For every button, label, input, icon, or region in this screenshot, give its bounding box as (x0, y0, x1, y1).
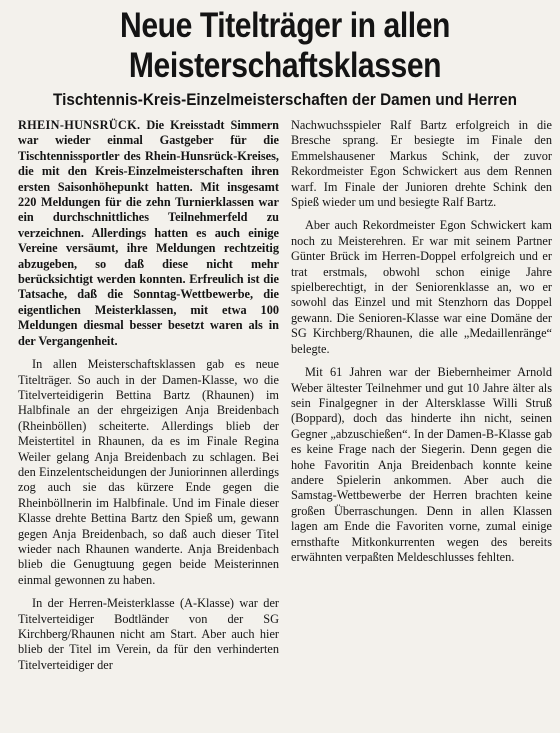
paragraph: Aber auch Rekordmeister Egon Schwickert kam noch zu Meisterehren. Er war mit seinem Partner Günter Brück im Herren-Doppel erfolgreich und er trat erstmals, obwohl schon einige Jahre spielberechtigt, in der Seniorenklasse an, wo er sowohl das Einzel und mit Stenzhorn das Doppel gewann. Die Senioren-Klasse war eine Domäne der SG Kirchberg/Rhaunen, die alle „Medaillenränge“ belegte. (291, 218, 552, 356)
column-left (18, 118, 279, 673)
lead-text: Die Kreisstadt Simmern war wieder einmal Gastgeber für die Tischtennissportler des Rhein-Hunsrück-Kreises, die mit den Kreis-Einzelmeisterschaften ihren ersten Saisonhöhepunkt hatten. Mit insgesamt 220 Meldungen für die zehn Turnierklassen war ein durchschnittliches Teilnehmerfeld zu verzeichnen. Allerdings hatten es auch einige Vereine versäumt, ihre Meldungen rechtzeitig abzugeben, so daß diese nicht mehr berücksichtigt werden konnten. Erfreulich ist die Tatsache, daß die Sonntag-Wettbewerbe, die eigentlichen Meisterklassen, mit etwa 100 Meldungen diesmal besser besetzt waren als in der Vergangenheit. (18, 118, 280, 348)
headline-line-2: Meisterschaftsklassen (128, 46, 442, 85)
column-right (291, 118, 552, 673)
paragraph: Mit 61 Jahren war der Biebernheimer Arnold Weber ältester Teilnehmer und gut 10 Jahre älter als sein Finalgegner in der Altersklasse Willi Struß (Boppard), doch das hinderte ihn nicht, seinen Gegner „abzuschießen“. In der Damen-B-Klasse gab es keine Frage nach der Siegerin. Denn gegen die hohe Favoritin Anja Breidenbach konnte keine andere Spielerin ankommen. Aber auch die Samstag-Wettbewerbe der Herren brachten keine großen Überraschungen. Denn in allen Klassen lagen am Ende die Favoriten vorne, zumal einige ernsthafte Mitkonkurrenten wegen des bereits erwähnten verpaßten Meldeschlusses fehlten. (291, 365, 552, 564)
article-body (18, 118, 552, 673)
paragraph: In der Herren-Meisterklasse (A-Klasse) war der Titelverteidiger Bodtländer von der SG Kirchberg/Rhaunen nicht am Start. Aber auch hier blieb der Titel im Verein, da für den verhinderten Titelverteidiger der (18, 596, 279, 672)
subheadline: Tischtennis-Kreis-Einzelmeisterschaften der Damen und Herren (53, 90, 517, 109)
paragraph: In allen Meisterschaftsklassen gab es neue Titelträger. So auch in der Damen-Klasse, wo die Titelverteidigerin Bettina Bartz (Rhaunen) im Halbfinale an der ehrgeizigen Anja Breidenbach (Rheinböllen) scheiterte. Allerdings blieb der Meistertitel in Rhaunen, da es im Finale Regina Weiler gelang Anja Breidenbach zu schlagen. Bei den Einzelentscheidungen der Juniorinnen allerdings zog auch sie das kürzere Ende gegen die Rheinböllnerin im Halbfinale. Und im Finale dieser Klasse drehte Bettina Bartz den Spieß um, gewann gegen Anja Breidenbach, so daß auch dieser Titel wieder nach Rhaunen wanderte. Anja Breidenbach blieb die Genugtuung gegen beide Meisterinnen einmal gewonnen zu haben. (18, 357, 279, 587)
lead-paragraph (18, 118, 279, 349)
dateline: RHEIN-HUNSRÜCK. (18, 118, 141, 132)
headline-line-1: Neue Titelträger in allen (120, 6, 450, 45)
headline (55, 6, 514, 86)
paragraph: Nachwuchsspieler Ralf Bartz erfolgreich in die Bresche sprang. Er besiegte im Finale den Emmelshausener Markus Schink, der zuvor Rekordmeister Egon Schwickert aus dem Rennen warf. Im Finale der Junioren drehte Schink den Spieß wieder um und besiegte Ralf Bartz. (291, 118, 552, 210)
